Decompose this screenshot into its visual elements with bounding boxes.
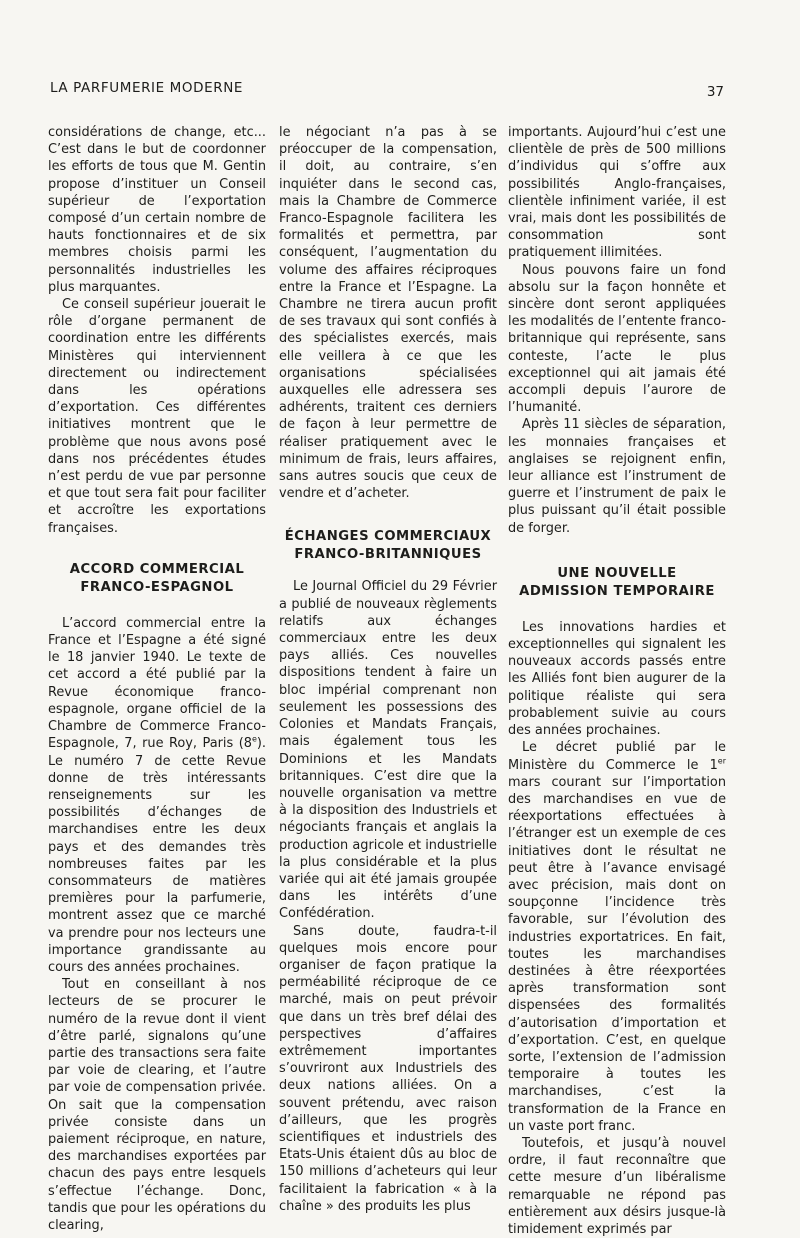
column-1 bbox=[48, 124, 266, 1234]
paragraph: Sans doute, faudra-t-il quelques mois encore pour organiser de façon pratique la perméabilité réciproque de ce marché, mais on peut prévoir que dans un très bref délai des perspectives d’affaires extrêmement importantes s’ouvriront aux Industriels des deux nations alliées. On a souvent prétendu, avec raison d’ailleurs, que les progrès scientifiques et industriels des Etats-Unis étaient dûs au bloc de 150 millions d’acheteurs qui leur facilitaient la fabrication « à la chaîne » des produits les plus bbox=[279, 923, 497, 1214]
column-3 bbox=[508, 124, 726, 1238]
column-2 bbox=[279, 124, 497, 1215]
paragraph: Les innovations hardies et exceptionnelles qui signalent les nouveaux accords passés entre les Alliés font bien augurer de la politique réaliste qui sera probablement suivie au cours des années prochaines. bbox=[508, 619, 726, 739]
paragraph: Le Journal Officiel du 29 Février a publié de nouveaux règlements relatifs aux échanges commerciaux entre les deux pays alliés. Ces nouvelles dispositions tendent à faire un bloc impérial comprenant non seulement les possessions des Colonies et Mandats Français, mais également tous les Dominions et les Mandats britanniques. C’est dire que la nouvelle organisation va mettre à la disposition des Industriels et négociants français et anglais la production agricole et industrielle la plus considérable et la plus variée qui ait été jamais groupée dans les intérêts d’une Confédération. bbox=[279, 579, 497, 922]
paragraph: Toutefois, et jusqu’à nouvel ordre, il faut reconnaître que cette mesure d’un libéralisme remarquable ne répond pas entièrement aux désirs jusque-là timidement exprimés par bbox=[508, 1135, 726, 1237]
section-heading: ÉCHANGES COMMERCIAUX FRANCO-BRITANNIQUES bbox=[284, 529, 492, 563]
page-header bbox=[50, 80, 724, 100]
paragraph: Après 11 siècles de séparation, les monnaies françaises et anglaises se rejoignent enfin, leur alliance est l’instrument de guerre et l’instrument de paix le plus puissant qu’il était possible de forger. bbox=[508, 417, 726, 536]
paragraph: Tout en conseillant à nos lecteurs de se procurer le numéro de la revue dont il vient d’être parlé, signalons qu’une partie des transactions sera faite par voie de clearing, et l’autre par voie de compensation privée. On sait que la compensation privée consiste dans un paiement réciproque, en nature, des marchandises exportées par chacun des pays entre lesquels s’effectue l’échange. Donc, tandis que pour les opérations du clearing, bbox=[48, 977, 266, 1233]
section-heading: UNE NOUVELLE ADMISSION TEMPORAIRE bbox=[519, 565, 715, 599]
paragraph: Ce conseil supérieur jouerait le rôle d’organe permanent de coordination entre les différents Ministères qui interviennent directement ou indirectement dans les opérations d’exportation. Ces différentes initiatives montrent que le problème que nous avons posé dans nos précédentes études n’est perdu de vue par personne et que tout sera fait pour faciliter et accroître les exportations françaises. bbox=[48, 297, 266, 536]
paragraph: le négociant n’a pas à se préoccuper de la compensation, il doit, au contraire, s’en inquiéter dans le second cas, mais la Chambre de Commerce Franco-Espagnole facilitera les formalités et permettra, par conséquent, l’augmentation du volume des affaires réciproques entre la France et l’Espagne. La Chambre ne tirera aucun profit de ses travaux qui sont confiés à des spécialistes exercés, mais elle veillera à ce que les organisations spécialisées auxquelles elle adressera ses adhérents, traitent ces derniers de façon à leur permettre de réaliser pratiquement avec le minimum de frais, leurs affaires, sans autres soucis que ceux de vendre et d’acheter. bbox=[279, 125, 497, 502]
paragraph: Nous pouvons faire un fond absolu sur la façon honnête et sincère dont seront appliquées les modalités de l’entente franco-britannique qui représente, sans conteste, l’acte le plus exceptionnel qui ait jamais été accompli depuis l’aurore de l’humanité. bbox=[508, 262, 726, 416]
paragraph: importants. Aujourd’hui c’est une clientèle de près de 500 millions d’individus qui s’offre aux possibilités Anglo-françaises, clientèle infiniment variée, il est vrai, mais dont les possibilités de consommation sont pratiquement illimitées. bbox=[508, 125, 726, 261]
paragraph: considérations de change, etc... C’est dans le but de coordonner les efforts de tous que M. Gentin propose d’instituer un Conseil supérieur de l’exportation composé d’un certain nombre de hauts fonctionnaires et de six membres choisis parmi les personnalités industrielles les plus marquantes. bbox=[48, 125, 266, 295]
section-heading: ACCORD COMMERCIAL FRANCO-ESPAGNOL bbox=[69, 561, 245, 595]
page-number: 37 bbox=[706, 84, 724, 100]
running-title: LA PARFUMERIE MODERNE bbox=[50, 80, 244, 96]
paragraph: L’accord commercial entre la France et l’Espagne a été signé le 18 janvier 1940. Le texte de cet accord a été publié par la Revue économique franco-espagnole, organe officiel de la Chambre de Commerce Franco-Espagnole, 7, rue Roy, Paris (8e). Le numéro 7 de cette Revue donne de très intéressants renseignements sur les possibilités d’échanges de marchandises entre les deux pays et des demandes très nombreuses faites par les consommateurs de matières premières pour la parfumerie, montrent assez que ce marché va prendre pour nos lecteurs une importance grandissante au cours des années prochaines. bbox=[48, 615, 266, 975]
paragraph: Le décret publié par le Ministère du Commerce le 1er mars courant sur l’importation des marchandises en vue de réexportations effectuées à l’étranger est un exemple de ces initiatives dont le résultat ne peut être à l’avance envisagé avec précision, mais dont on soupçonne l’incidence très favorable, sur l’évolution des industries exportatrices. En fait, toutes les marchandises destinées à être réexportées après transformation sont dispensées des formalités d’autorisation d’importation et d’exportation. C’est, en quelque sorte, l’extension de l’admission temporaire à toutes les marchandises, c’est la transformation de la France en un vaste port franc. bbox=[508, 740, 726, 1134]
